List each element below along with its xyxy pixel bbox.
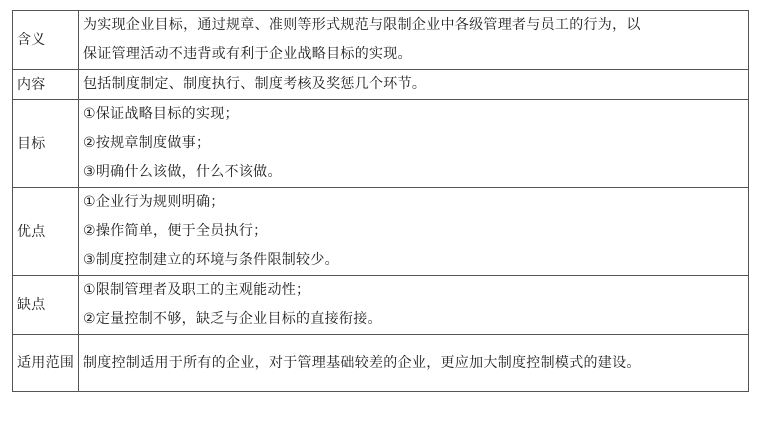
- row-content-cell: [79, 276, 749, 335]
- content-line: 包括制度制定、制度执行、制度考核及奖惩几个环节。: [83, 76, 427, 92]
- row-content-cell: [79, 100, 749, 188]
- row-content-cell: [79, 188, 749, 276]
- row-label-cell: [13, 11, 79, 70]
- content-line: ③制度控制建立的环境与条件限制较少。: [83, 252, 339, 268]
- row-label-cell: [13, 335, 79, 392]
- content-line: ②定量控制不够，缺乏与企业目标的直接衔接。: [83, 311, 382, 327]
- row-label-cell: [13, 188, 79, 276]
- row-label-cell: [13, 100, 79, 188]
- content-line: ①限制管理者及职工的主观能动性；: [83, 282, 311, 298]
- row-label: 内容: [17, 76, 46, 93]
- content-line: ②操作简单，便于全员执行；: [83, 223, 268, 239]
- row-content-cell: [79, 335, 749, 392]
- row-content-cell: [79, 70, 749, 100]
- row-label: 缺点: [17, 297, 46, 313]
- content-line: ①企业行为规则明确；: [83, 194, 225, 210]
- table-row-disadvantages: [13, 276, 749, 335]
- row-label: 优点: [17, 223, 46, 240]
- content-line: 保证管理活动不违背或有利于企业战略目标的实现。: [83, 46, 412, 62]
- row-label-cell: [13, 276, 79, 335]
- row-label: 适用范围: [17, 355, 75, 371]
- table-row-content: [13, 70, 749, 100]
- row-label: 目标: [17, 135, 46, 152]
- table-row-goal: [13, 100, 749, 188]
- content-line: ①保证战略目标的实现；: [83, 106, 239, 122]
- table-row-scope: [13, 335, 749, 392]
- content-line: ③明确什么该做，什么不该做。: [83, 164, 282, 180]
- row-content-cell: [79, 11, 749, 70]
- row-label: 含义: [17, 32, 46, 48]
- info-table: [12, 10, 749, 392]
- content-line: 制度控制适用于所有的企业，对于管理基础较差的企业，更应加大制度控制模式的建设。: [83, 355, 641, 371]
- table-row-advantages: [13, 188, 749, 276]
- content-line: 为实现企业目标，通过规章、准则等形式规范与限制企业中各级管理者与员工的行为，以: [83, 17, 641, 33]
- content-line: ②按规章制度做事；: [83, 135, 211, 151]
- row-label-cell: [13, 70, 79, 100]
- table-row-meaning: [13, 11, 749, 70]
